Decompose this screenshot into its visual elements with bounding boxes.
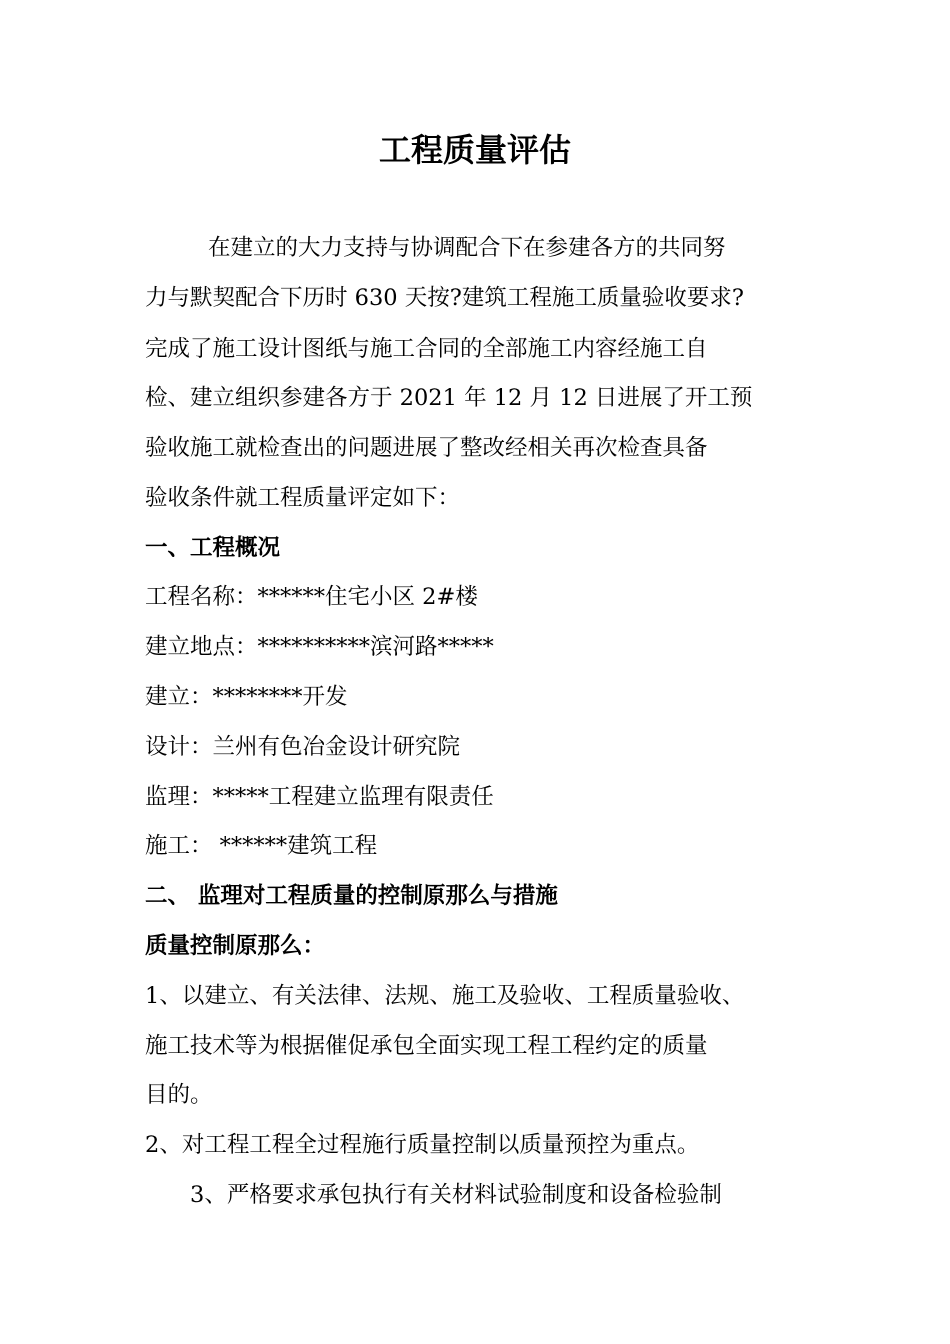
document-title: 工程质量评估 [378, 131, 571, 169]
item1-line-2: 施工技术等为根据催促承包全面实现工程工程约定的质量 [145, 1033, 708, 1059]
intro-line-5: 验收施工就检查出的问题进展了整改经相关再次检查具备 [145, 435, 708, 461]
item2: 2、对工程工程全过程施行质量控制以质量预控为重点。 [145, 1132, 700, 1158]
intro-line-3: 完成了施工设计图纸与施工合同的全部施工内容经施工自 [145, 336, 708, 362]
project-location: 建立地点：**********滨河路***** [145, 634, 494, 660]
item3: 3、严格要求承包执行有关材料试验制度和设备检验制 [190, 1182, 722, 1208]
project-supervisor: 监理：*****工程建立监理有限责任 [145, 784, 494, 810]
project-name: 工程名称：******住宅小区 2#楼 [145, 584, 478, 610]
section2-heading: 二、 监理对工程质量的控制原那么与措施 [145, 883, 558, 909]
project-developer: 建立：********开发 [145, 684, 348, 710]
intro-line-4: 检、建立组织参建各方于 2021 年 12 月 12 日进展了开工预 [145, 385, 753, 411]
project-designer: 设计：兰州有色冶金设计研究院 [145, 734, 461, 760]
intro-line-2: 力与默契配合下历时 630 天按?建筑工程施工质量验收要求? [145, 285, 744, 311]
principles-heading: 质量控制原那么： [145, 933, 326, 959]
item1-line-1: 1、以建立、有关法律、法规、施工及验收、工程质量验收、 [145, 983, 745, 1009]
project-constructor: 施工： ******建筑工程 [145, 833, 378, 859]
intro-line-6: 验收条件就工程质量评定如下： [145, 485, 461, 511]
section1-heading: 一、工程概况 [145, 535, 281, 561]
item1-line-3: 目的。 [145, 1082, 213, 1108]
intro-line-1: 在建立的大力支持与协调配合下在参建各方的共同努 [208, 235, 726, 261]
